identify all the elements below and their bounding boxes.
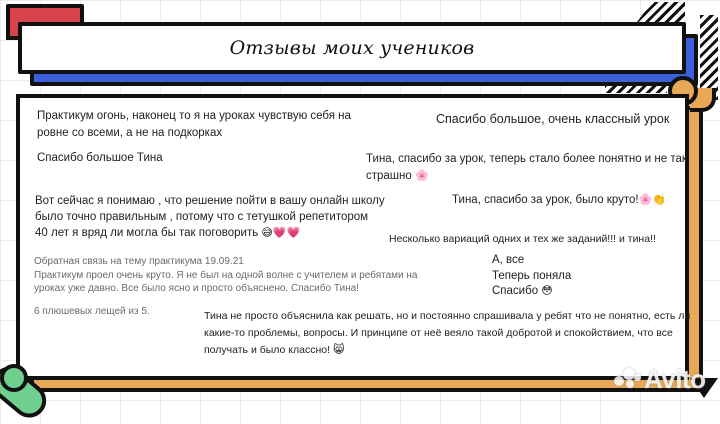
review-card — [452, 192, 666, 209]
green-dot-decoration — [0, 364, 28, 392]
review-text-line: Практикум проел очень круто. Я не был на одной волне с учителем и ребятами на — [34, 269, 418, 281]
review-card — [492, 253, 571, 300]
review-text-line: ровне со всеми, а не на подкорках — [37, 127, 223, 139]
avito-logo-icon — [614, 368, 644, 390]
review-card — [37, 150, 163, 167]
review-text-line: получать и было классно! — [204, 344, 331, 356]
review-text-line: Тина, спасибо за урок, было круто! — [452, 194, 639, 206]
review-text-line: Спасибо — [492, 285, 539, 297]
review-text-line: Практикум огонь, наконец то я на уроках чувствую себя на — [37, 110, 351, 122]
review-text-line: 40 лет я вряд ли могла бы так поговорить — [35, 227, 259, 239]
review-footer: 6 плюшевых лещей из 5. — [34, 305, 150, 317]
header-banner — [18, 22, 686, 74]
review-card — [366, 151, 687, 185]
review-text-line: Несколько вариаций одних и тех же заданий!!! и тина!! — [389, 233, 656, 245]
review-text-line: Тина, спасибо за урок, теперь стало более понятно и не так — [366, 153, 687, 165]
review-text-line: Вот сейчас я понимаю , что решение пойти в вашу онлайн школу — [35, 195, 385, 207]
hatch-decoration-top — [625, 2, 685, 22]
review-card — [204, 308, 690, 359]
review-card — [389, 231, 656, 248]
review-text-line: уроках уже давно. Все было ясно и просто объяснено. Спасибо Тина! — [34, 283, 359, 294]
flower-clap-emoji-icon: 🌸👏 — [638, 194, 666, 206]
review-text-line: Теперь поняла — [492, 269, 572, 282]
review-text-line: было точно правильным , потому что с тетушкой репетитором — [35, 211, 369, 223]
review-text-line: Спасибо большое, очень классный урок — [436, 112, 670, 126]
avito-watermark: Avito — [644, 364, 706, 394]
flushed-emoji-icon: 😳 — [541, 285, 553, 297]
review-text-line: какие-то проблемы, вопросы. И принципе от неё веяло такой добротой и спокойствием, что все — [204, 327, 673, 339]
review-text-line: Спасибо большое Тина — [37, 152, 163, 164]
flower-emoji-icon: 🌸 — [414, 170, 429, 182]
review-card — [37, 108, 351, 142]
review-text-line: Тина не просто объяснила как решать, но и постоянно спрашивала у ребят что не понятно, есть ли — [204, 310, 691, 322]
laughing-hearts-emoji-icon: 😅💗💗 — [261, 227, 301, 239]
review-text-line: А, все — [492, 254, 525, 266]
review-text-line: Обратная связь на тему практикума 19.09.21 — [34, 256, 244, 267]
review-card — [35, 193, 385, 241]
cat-emoji-icon: 😸 — [332, 344, 345, 356]
review-card — [436, 111, 669, 128]
review-text-line: страшно — [366, 170, 412, 182]
page-title: Отзывы моих учеников — [229, 37, 475, 59]
